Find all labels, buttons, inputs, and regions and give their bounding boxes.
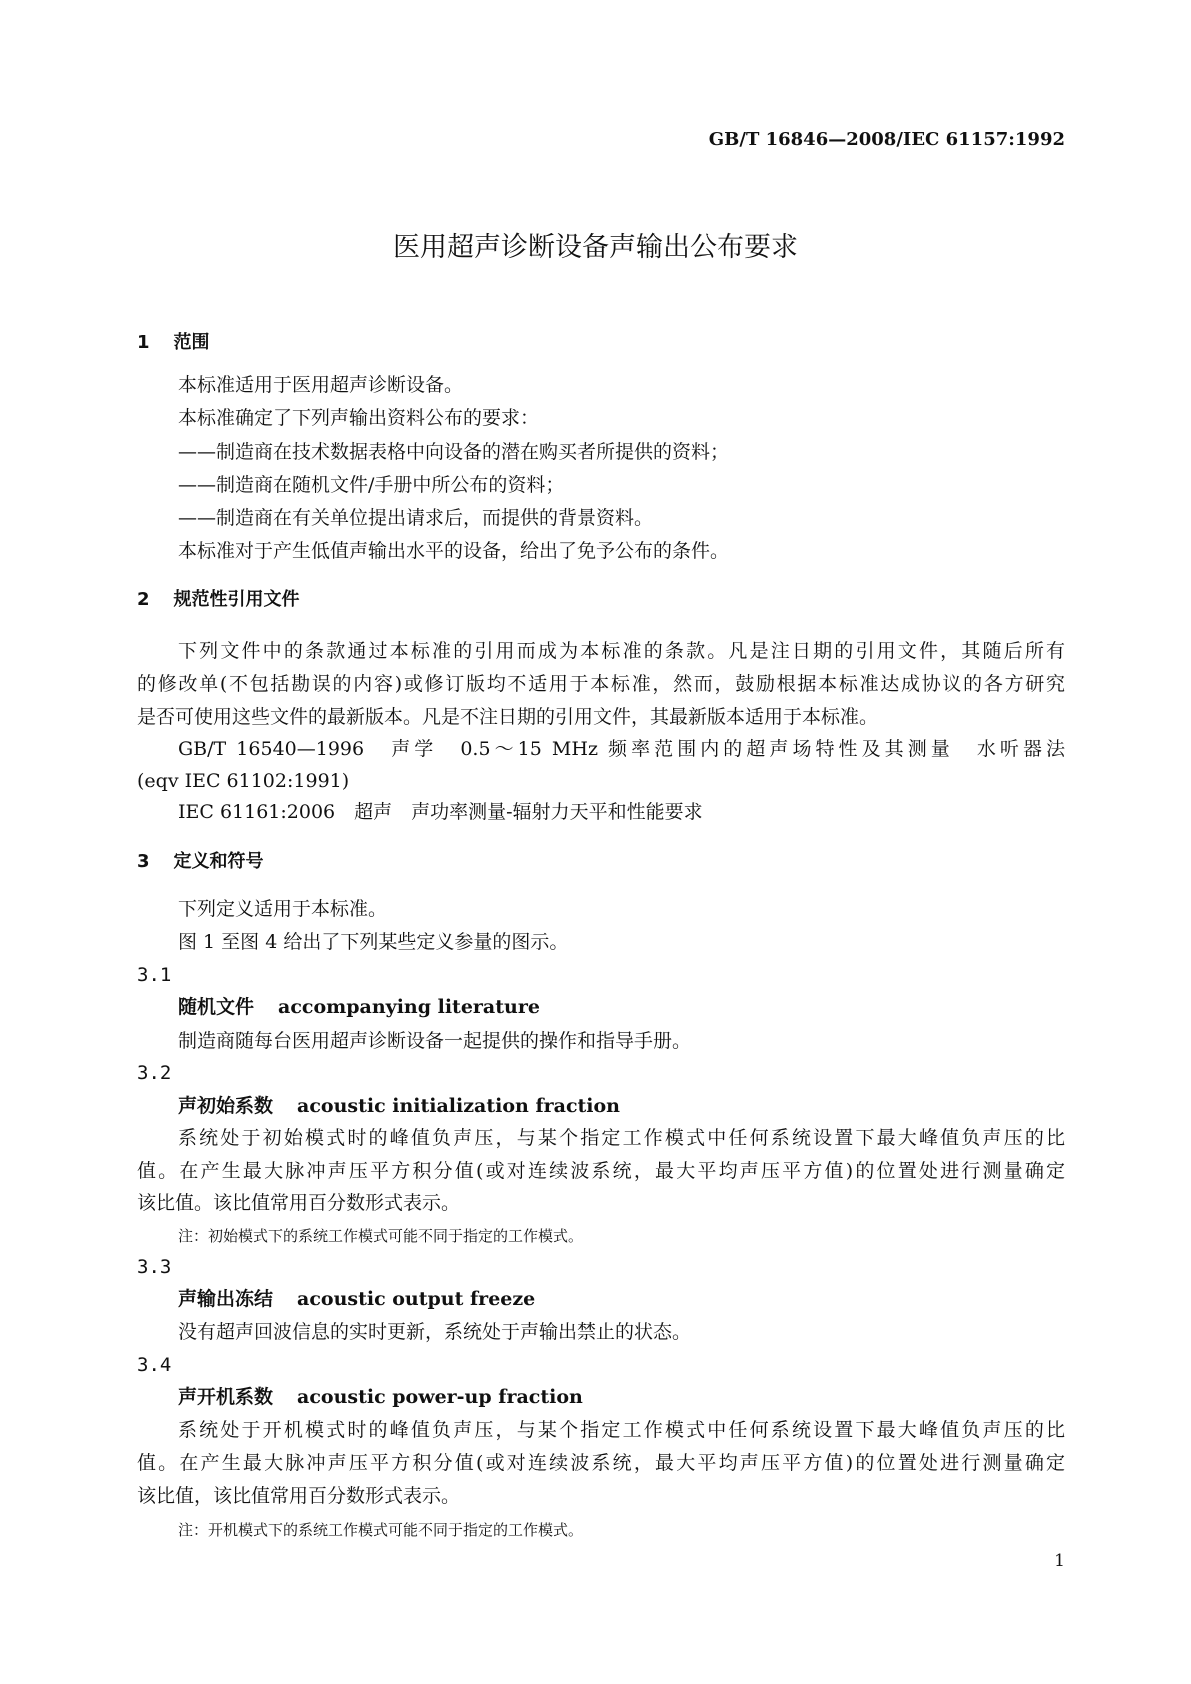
section-2-heading: 2 规范性引用文件 <box>137 589 300 610</box>
definition: 制造商随每台医用超声诊断设备一起提供的操作和指导手册。 <box>178 1030 692 1052</box>
term: 声初始系数 acoustic initialization fraction <box>178 1095 620 1117</box>
list-item: ——制造商在有关单位提出请求后，而提供的背景资料。 <box>178 507 654 529</box>
definition-line: 该比值。该比值常用百分数形式表示。 <box>137 1192 461 1214</box>
list-item: ——制造商在随机文件/手册中所公布的资料； <box>178 474 565 496</box>
definition-line: 系统处于初始模式时的峰值负声压，与某个指定工作模式中任何系统设置下最大峰值负声压的比 <box>178 1127 1065 1149</box>
normative-reference: GB/T 16540—1996 声学 0.5～15 MHz 频率范围内的超声场特性及其测量 水听器法 <box>178 738 1065 760</box>
paragraph: 下列定义适用于本标准。 <box>178 898 388 920</box>
clause-number: 3.1 <box>137 964 172 986</box>
paragraph: 本标准对于产生低值声输出水平的设备，给出了免予公布的条件。 <box>178 540 730 562</box>
term: 声输出冻结 acoustic output freeze <box>178 1288 536 1310</box>
note: 注：初始模式下的系统工作模式可能不同于指定的工作模式。 <box>178 1227 584 1245</box>
term: 声开机系数 acoustic power-up fraction <box>178 1386 583 1408</box>
clause-number: 3.3 <box>137 1256 172 1278</box>
section-1-heading: 1 范围 <box>137 332 210 353</box>
paragraph: 图 1 至图 4 给出了下列某些定义参量的图示。 <box>178 931 569 953</box>
definition-line: 系统处于开机模式时的峰值负声压，与某个指定工作模式中任何系统设置下最大峰值负声压的比 <box>178 1419 1065 1441</box>
paragraph: 本标准确定了下列声输出资料公布的要求： <box>178 407 540 429</box>
list-item: ——制造商在技术数据表格中向设备的潜在购买者所提供的资料； <box>178 441 730 463</box>
term: 随机文件 accompanying literature <box>178 996 540 1018</box>
clause-number: 3.4 <box>137 1354 172 1376</box>
clause-number: 3.2 <box>137 1062 172 1084</box>
note: 注：开机模式下的系统工作模式可能不同于指定的工作模式。 <box>178 1521 584 1539</box>
normative-reference-cont: (eqv IEC 61102:1991) <box>137 770 350 792</box>
definition-line: 值。在产生最大脉冲声压平方积分值(或对连续波系统，最大平均声压平方值)的位置处进行测量确定 <box>137 1160 1065 1182</box>
standard-number-header: GB/T 16846—2008/IEC 61157:1992 <box>708 129 1065 150</box>
section-3-heading: 3 定义和符号 <box>137 851 264 872</box>
definition-line: 值。在产生最大脉冲声压平方积分值(或对连续波系统，最大平均声压平方值)的位置处进行测量确定 <box>137 1452 1065 1474</box>
definition: 没有超声回波信息的实时更新，系统处于声输出禁止的状态。 <box>178 1321 692 1343</box>
normative-reference: IEC 61161:2006 超声 声功率测量-辐射力天平和性能要求 <box>178 801 703 823</box>
paragraph-line: 的修改单(不包括勘误的内容)或修订版均不适用于本标准，然而，鼓励根据本标准达成协议的各方研究 <box>137 673 1065 695</box>
paragraph: 本标准适用于医用超声诊断设备。 <box>178 374 464 396</box>
page-number: 1 <box>1054 1551 1065 1571</box>
paragraph-line: 是否可使用这些文件的最新版本。凡是不注日期的引用文件，其最新版本适用于本标准。 <box>137 706 879 728</box>
paragraph-line: 下列文件中的条款通过本标准的引用而成为本标准的条款。凡是注日期的引用文件，其随后所有 <box>178 640 1065 662</box>
definition-line: 该比值，该比值常用百分数形式表示。 <box>137 1485 461 1507</box>
document-title: 医用超声诊断设备声输出公布要求 <box>393 232 798 263</box>
